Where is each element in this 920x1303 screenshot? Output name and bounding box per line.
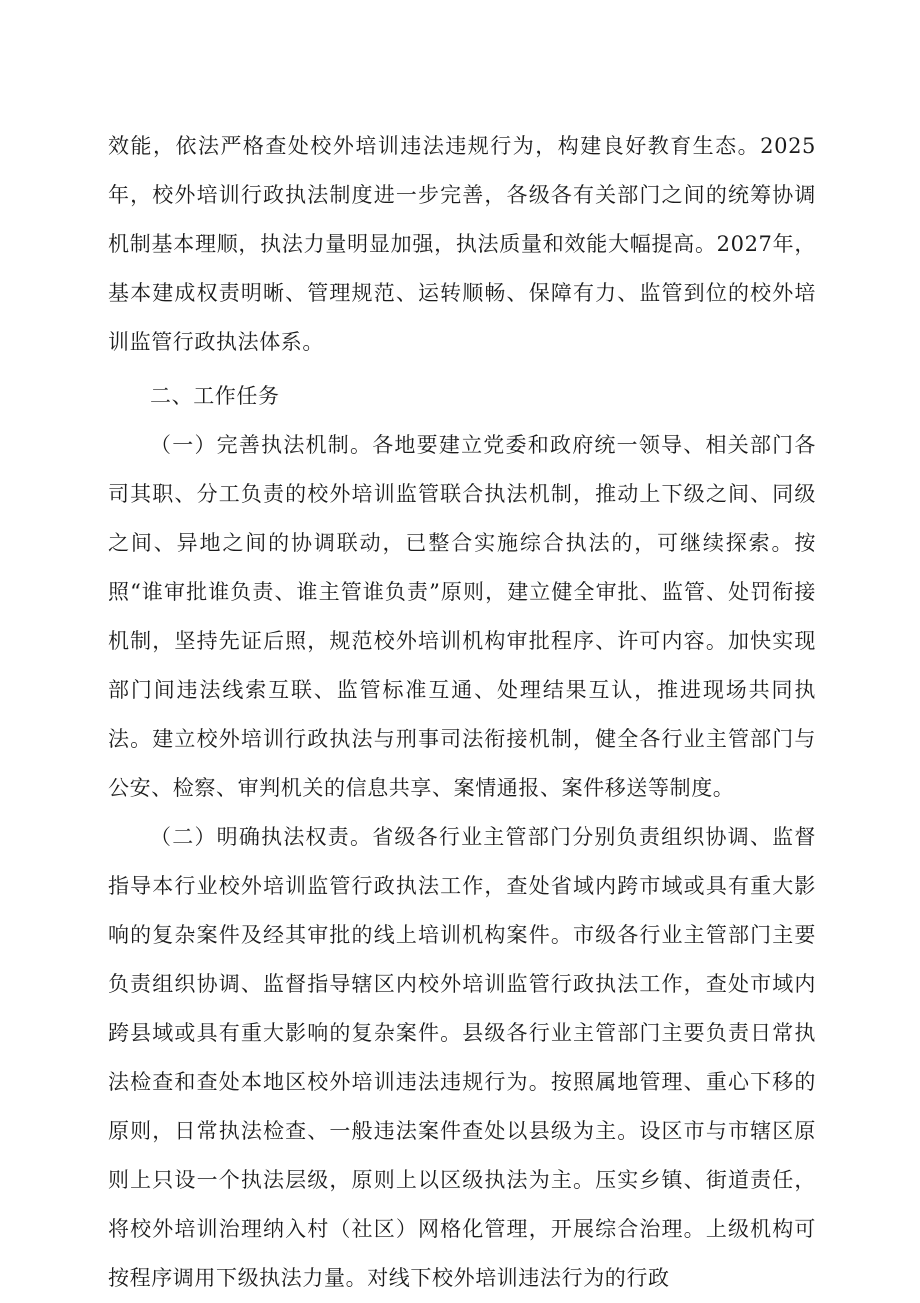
section-heading-work-tasks: 二、工作任务: [150, 384, 280, 408]
paragraph-improve-enforcement-mechanism: （一）完善执法机制。各地要建立党委和政府统一领导、相关部门各司其职、分工负责的校外培训监管联合执法机制，推动上下级之间、同级之间、异地之间的协调联动，已整合实施综合执法的，可继续探索。按照“谁审批谁负责、谁主管谁负责”原则，建立健全审批、监管、处罚衔接机制，坚持先证后照，规范校外培训机构审批程序、许可内容。加快实现部门间违法线索互联、监管标准互通、处理结果互认，推进现场共同执法。建立校外培训行政执法与刑事司法衔接机制，健全各行业主管部门与公安、检察、审判机关的信息共享、案情通报、案件移送等制度。: [108, 433, 816, 800]
paragraph-goals-continued: 效能，依法严格查处校外培训违法违规行为，构建良好教育生态。2025年，校外培训行政执法制度进一步完善，各级各有关部门之间的统筹协调机制基本理顺，执法力量明显加强，执法质量和效能大幅提高。2027年，基本建成权责明晰、管理规范、运转顺畅、保障有力、监管到位的校外培训监管行政执法体系。: [108, 134, 816, 354]
document-body: [108, 122, 816, 1303]
paragraph-clarify-enforcement-responsibilities: （二）明确执法权责。省级各行业主管部门分别负责组织协调、监督指导本行业校外培训监管行政执法工作，查处省域内跨市域或具有重大影响的复杂案件及经其审批的线上培训机构案件。市级各行业主管部门主要负责组织协调、监督指导辖区内校外培训监管行政执法工作，查处市域内跨县域或具有重大影响的复杂案件。县级各行业主管部门主要负责日常执法检查和查处本地区校外培训违法违规行为。按照属地管理、重心下移的原则，日常执法检查、一般违法案件查处以县级为主。设区市与市辖区原则上只设一个执法层级，原则上以区级执法为主。压实乡镇、街道责任，将校外培训治理纳入村（社区）网格化管理，开展综合治理。上级机构可按程序调用下级执法力量。对线下校外培训违法行为的行政: [108, 825, 816, 1290]
